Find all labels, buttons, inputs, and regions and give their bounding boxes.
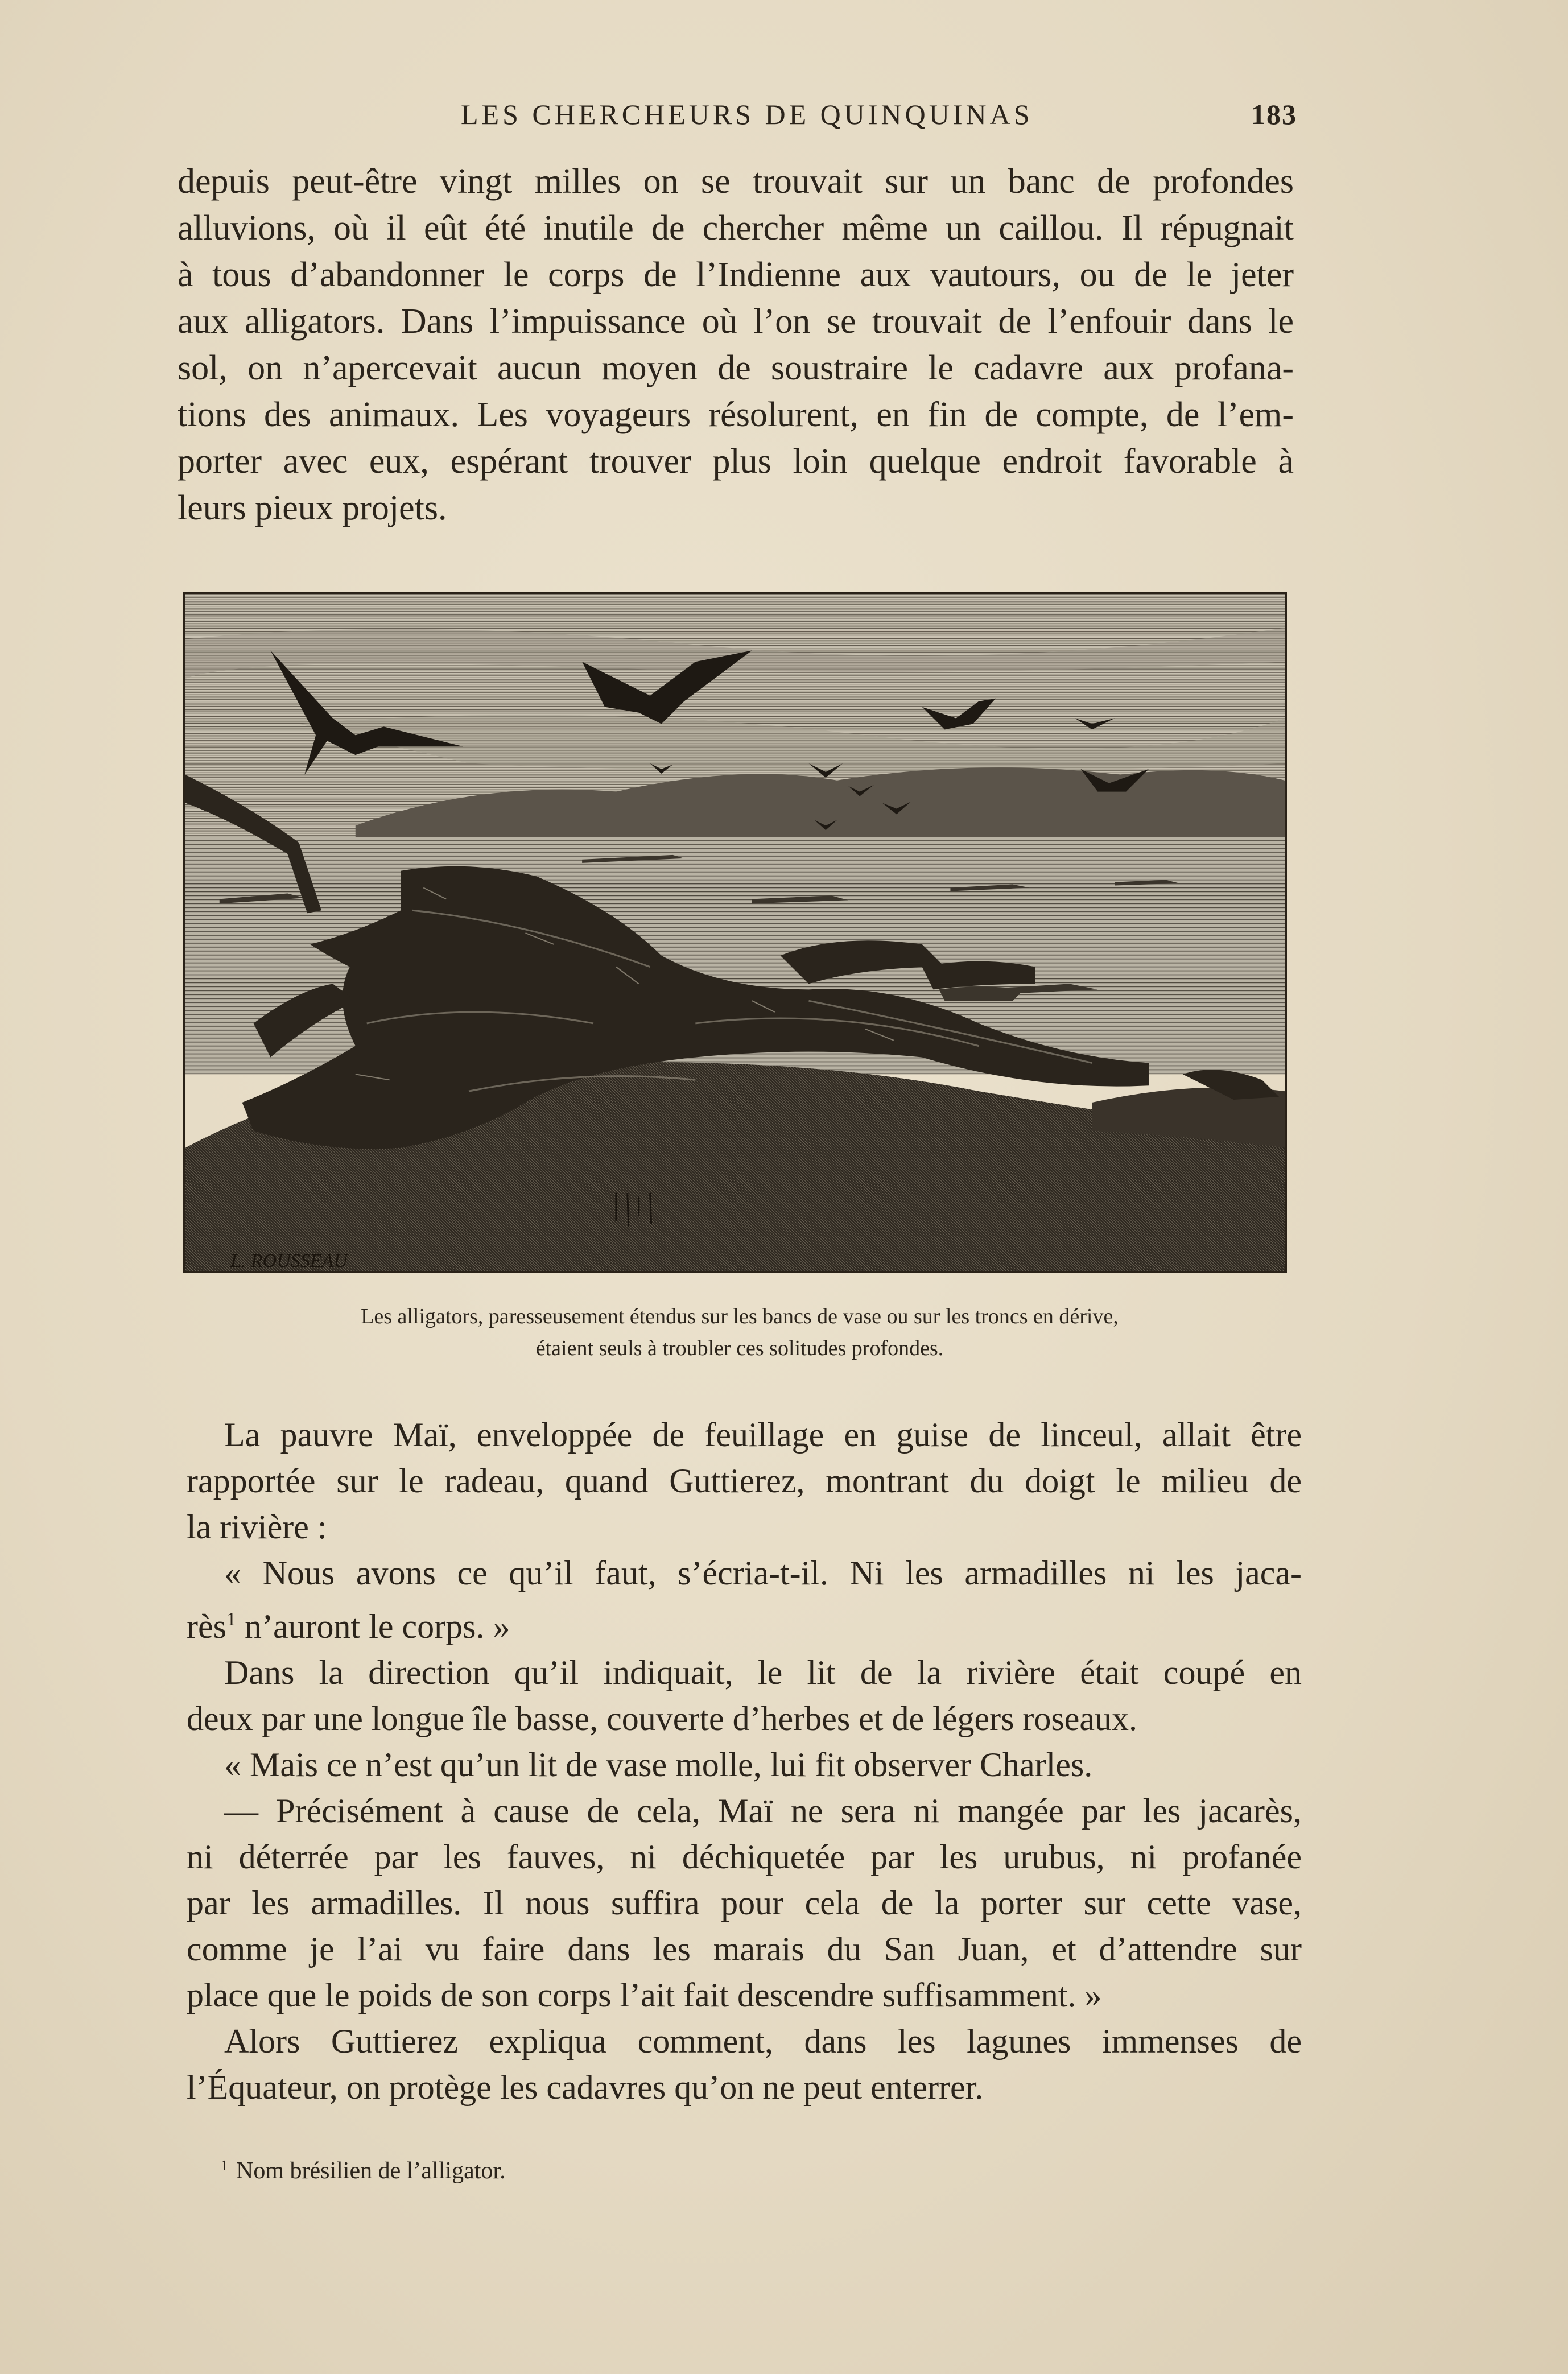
text-line: aux alligators. Dans l’impuissance où l’on se trouvait de l’enfouir dans le	[178, 302, 1294, 341]
text-line: à tous d’abandonner le corps de l’Indienne aux vautours, ou de le jeter	[178, 255, 1294, 294]
engraving-alligators	[183, 592, 1287, 1273]
text-line: la rivière :	[187, 1508, 327, 1546]
text-line: leurs pieux projets.	[178, 489, 447, 527]
caption-line: Les alligators, paresseusement étendus sur les bancs de vase ou sur les troncs en dérive,	[361, 1304, 1119, 1328]
paragraph-2	[187, 1412, 1302, 2111]
text-line: porter avec eux, espérant trouver plus loin quelque endroit favorable à	[178, 442, 1294, 481]
text-line: — Précisément à cause de cela, Maï ne sera ni mangée par les jacarès,	[224, 1792, 1302, 1830]
caption-line: étaient seuls à troubler ces solitudes profondes.	[535, 1336, 944, 1360]
text-line: Alors Guttierez expliqua comment, dans les lagunes immenses de	[224, 2022, 1302, 2060]
text-fragment: n’auront le corps. »	[236, 1608, 510, 1645]
engraving-illustration	[185, 594, 1285, 1271]
running-title: LES CHERCHEURS DE QUINQUINAS	[461, 98, 1033, 130]
page-number: 183	[1251, 98, 1297, 130]
text-line: sol, on n’apercevait aucun moyen de soustraire le cadavre aux profana-	[178, 349, 1294, 387]
text-line: « Mais ce n’est qu’un lit de vase molle, lui fit observer Charles.	[224, 1746, 1093, 1783]
paragraph-1	[178, 158, 1294, 531]
text-fragment: rès	[187, 1608, 226, 1645]
text-line: alluvions, où il eût été inutile de chercher même un caillou. Il répugnait	[178, 209, 1294, 247]
text-line: tions des animaux. Les voyageurs résolurent, en fin de compte, de l’em-	[178, 395, 1294, 434]
footnote-text: Nom brésilien de l’alligator.	[236, 2158, 506, 2184]
footnote	[221, 2157, 506, 2185]
text-line	[187, 1596, 1302, 1650]
text-line: par les armadilles. Il nous suffira pour cela de la porter sur cette vase,	[187, 1884, 1302, 1922]
engraver-signature: L. ROUSSEAU	[230, 1250, 348, 1271]
text-line: place que le poids de son corps l’ait fait descendre suffisamment. »	[187, 1976, 1102, 2014]
text-line: ni déterrée par les fauves, ni déchiquetée par les urubus, ni profanée	[187, 1838, 1302, 1876]
text-line: rapportée sur le radeau, quand Guttierez, montrant du doigt le milieu de	[187, 1462, 1302, 1500]
text-line: La pauvre Maï, enveloppée de feuillage en guise de linceul, allait être	[224, 1416, 1302, 1454]
text-line: l’Équateur, on protège les cadavres qu’on ne peut enterrer.	[187, 2069, 984, 2106]
footnote-reference[interactable]: 1	[226, 1609, 236, 1630]
text-line: deux par une longue île basse, couverte d’herbes et de légers roseaux.	[187, 1700, 1138, 1737]
text-line: Dans la direction qu’il indiquait, le lit de la rivière était coupé en	[224, 1654, 1302, 1691]
text-line: comme je l’ai vu faire dans les marais du San Juan, et d’attendre sur	[187, 1930, 1302, 1968]
figure-caption	[205, 1300, 1274, 1364]
text-line: depuis peut-être vingt milles on se trouvait sur un banc de profondes	[178, 162, 1294, 201]
text-line: « Nous avons ce qu’il faut, s’écria-t-il. Ni les armadilles ni les jaca-	[224, 1554, 1302, 1592]
footnote-marker: 1	[221, 2157, 228, 2174]
